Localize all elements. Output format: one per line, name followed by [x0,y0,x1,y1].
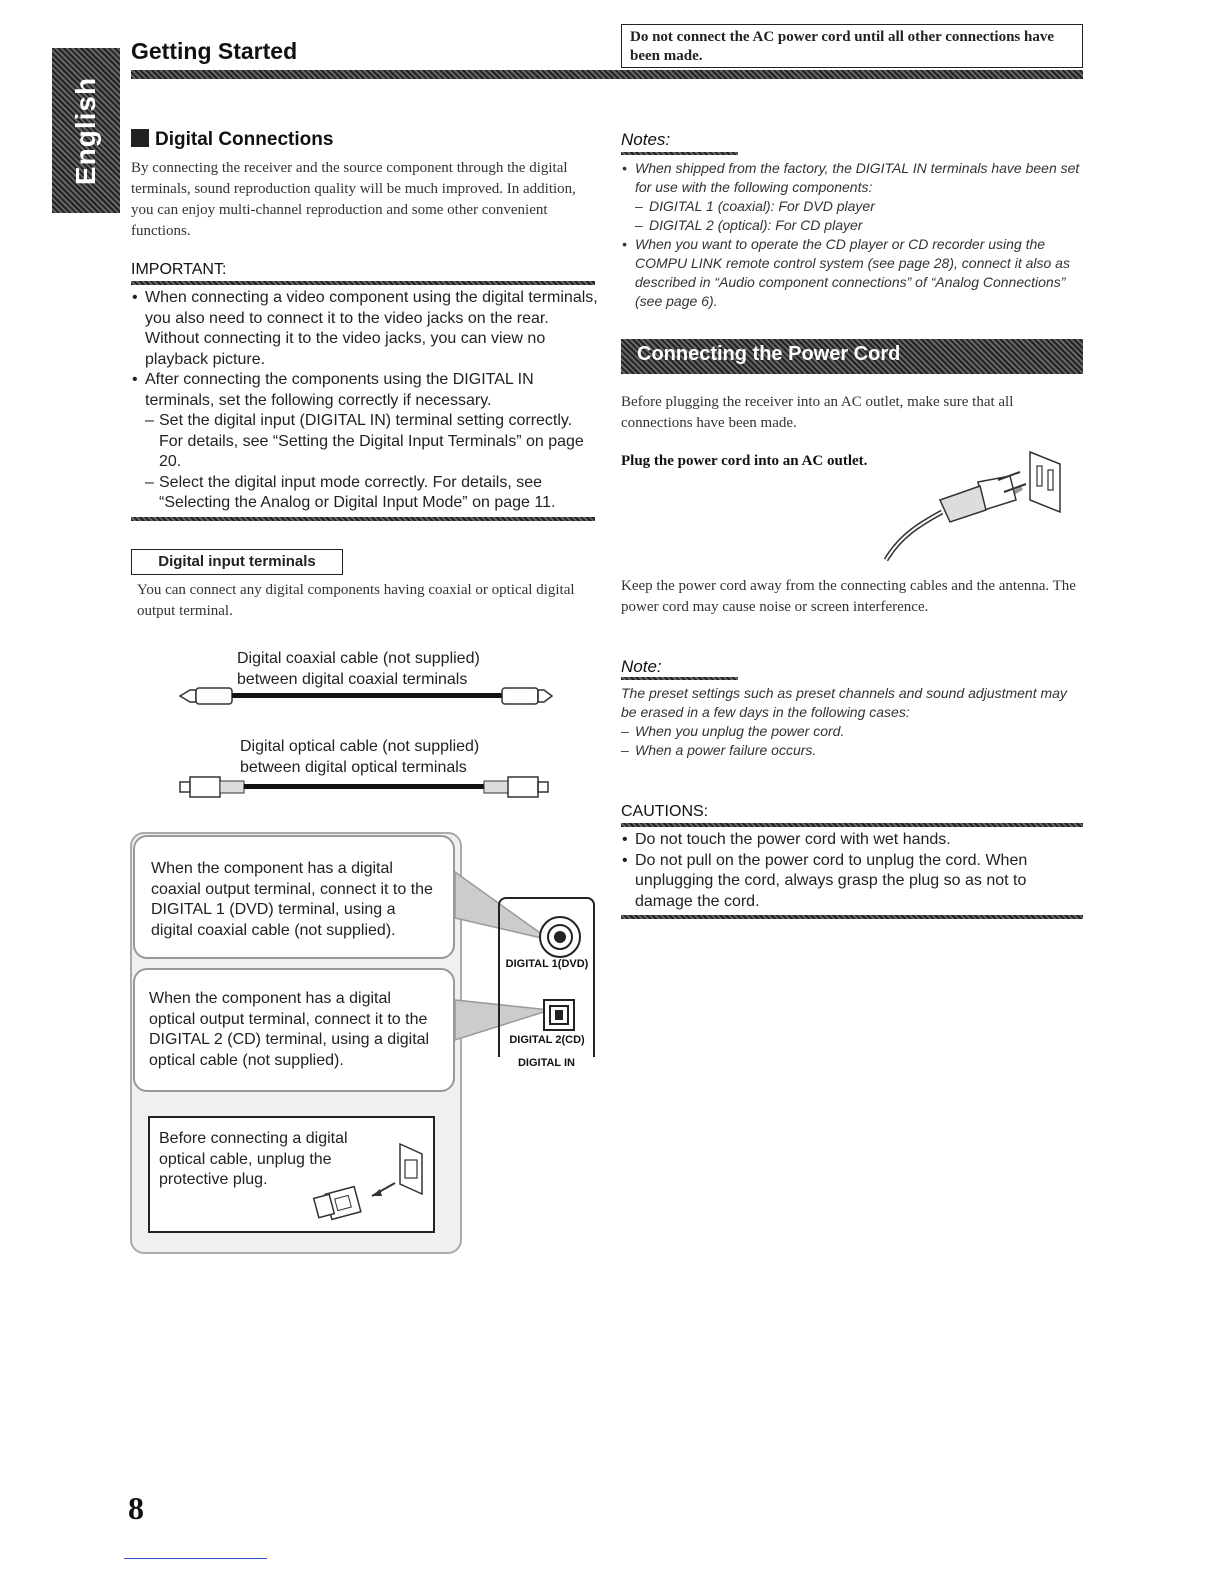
power-plug-illustration [880,440,1080,570]
caution-item: • Do not touch the power cord with wet hands. [621,830,1083,851]
optical-cable-illustration [178,774,558,800]
important-list [131,288,599,514]
coax-caption-line: between digital coaxial terminals [237,670,468,688]
power-intro: Before plugging the receiver into an AC outlet, make sure that all connections have been made. [621,394,1014,431]
digital-input-terminals-box: Digital input terminals [131,549,343,575]
notes-body [621,159,1083,311]
coax-callout: When the component has a digital coaxial output terminal, connect it to the DIGITAL 1 (DVD) terminal, using a digital coaxial cable (not supplied). [133,835,455,959]
notes-sublist [635,197,1083,235]
cautions-label: CAUTIONS: [621,803,709,820]
notes-item-text: When shipped from the factory, the DIGITAL IN terminals have been set for use with the following components: [635,160,1080,195]
header-rule [131,70,1083,79]
notes-subitem: – DIGITAL 1 (coaxial): For DVD player [635,197,1083,216]
footer-rule [124,1558,267,1559]
important-subitem: – Select the digital input mode correctly. For details, see “Selecting the Analog or Digital Input Mode” on page 11. [145,473,599,514]
important-rule-bottom [131,517,595,521]
protective-plug-text: Before connecting a digital optical cable, unplug the protective plug. [159,1130,348,1188]
power-note-text: The preset settings such as preset channels and sound adjustment may be erased in a few days in the following cases: [621,685,1067,720]
notes-subitem: – DIGITAL 2 (optical): For CD player [635,216,1083,235]
power-note-body [621,684,1083,760]
terminal-group-text: DIGITAL IN [514,1057,579,1069]
coaxial-cable-illustration [178,684,558,708]
terminal-1-label: DIGITAL 1(DVD) [505,958,589,970]
coaxial-jack-icon [535,914,585,960]
cautions-list [621,830,1083,912]
language-tab [52,48,120,213]
important-subitem: – Set the digital input (DIGITAL IN) terminal setting correctly. For details, see “Setting the Digital Input Terminals” on page 20. [145,411,599,473]
terminal-2-label: DIGITAL 2(CD) [509,1034,585,1046]
important-sublist [145,411,599,514]
optical-jack-icon [541,997,577,1033]
important-item: • When connecting a video component using the digital terminals, you also need to connect it to the video jacks on the rear. Without connecting it to the video jacks, you can view no playback picture. [131,288,599,370]
language-tab-label: English [70,76,101,185]
protective-plug-box [148,1116,435,1233]
header-warning-box: Do not connect the AC power cord until all other connections have been made. [621,24,1083,68]
important-item [131,370,599,514]
digital-connections-title: Digital Connections [155,129,334,150]
page-header-title: Getting Started [131,38,298,64]
notes-rule [621,152,738,155]
notes-heading: Notes: [621,130,671,149]
cautions-rule-bottom [621,915,1083,919]
power-note-item: – When you unplug the power cord. [621,722,1083,741]
power-instruction: Plug the power cord into an AC outlet. [621,453,868,469]
digital-terminals-text: You can connect any digital components having coaxial or optical digital output terminal. [137,582,575,619]
terminal-group-label [498,1057,595,1069]
notes-item [621,159,1083,235]
digital-intro: By connecting the receiver and the source component through the digital terminals, sound reproduction quality will be much improved. In addition, you can enjoy multi-channel reproduction and some other convenient functions. [131,160,576,239]
cautions-block [621,830,1083,912]
power-cord-heading: Connecting the Power Cord [637,343,901,365]
optical-caption-line: Digital optical cable (not supplied) [240,738,480,755]
section-square-icon [131,129,149,147]
important-item-text: After connecting the components using the DIGITAL IN terminals, set the following correctly if necessary. [145,371,534,409]
important-block [131,288,599,514]
power-note-heading: Note: [621,657,662,676]
power-note-item: – When a power failure occurs. [621,741,1083,760]
page-number: 8 [128,1490,144,1526]
cautions-rule-top [621,823,1083,827]
protective-plug-icon [310,1138,428,1230]
power-cord-banner [621,339,1083,374]
optical-caption-line: between digital optical terminals [240,758,467,776]
power-note-list [621,722,1083,760]
optical-caption [240,737,479,778]
caution-item: • Do not pull on the power cord to unplug the cord. When unplugging the cord, always grasp the plug so as not to damage the cord. [621,851,1083,913]
notes-item: • When you want to operate the CD player or CD recorder using the COMPU LINK remote control system (see page 28), connect it also as described in “Audio component connections” of “Analog Connections” (see page 6). [621,235,1083,311]
power-keep-away: Keep the power cord away from the connecting cables and the antenna. The power cord may cause noise or screen interference. [621,578,1076,615]
important-rule-top [131,281,595,285]
optical-callout: When the component has a digital optical output terminal, connect it to the DIGITAL 2 (CD) terminal, using a digital optical cable (not supplied). [133,968,455,1092]
digital-connections-heading [131,129,333,151]
notes-list [621,159,1083,311]
power-note-rule [621,677,738,680]
coax-caption-line: Digital coaxial cable (not supplied) [237,650,480,667]
important-label: IMPORTANT: [131,261,227,278]
